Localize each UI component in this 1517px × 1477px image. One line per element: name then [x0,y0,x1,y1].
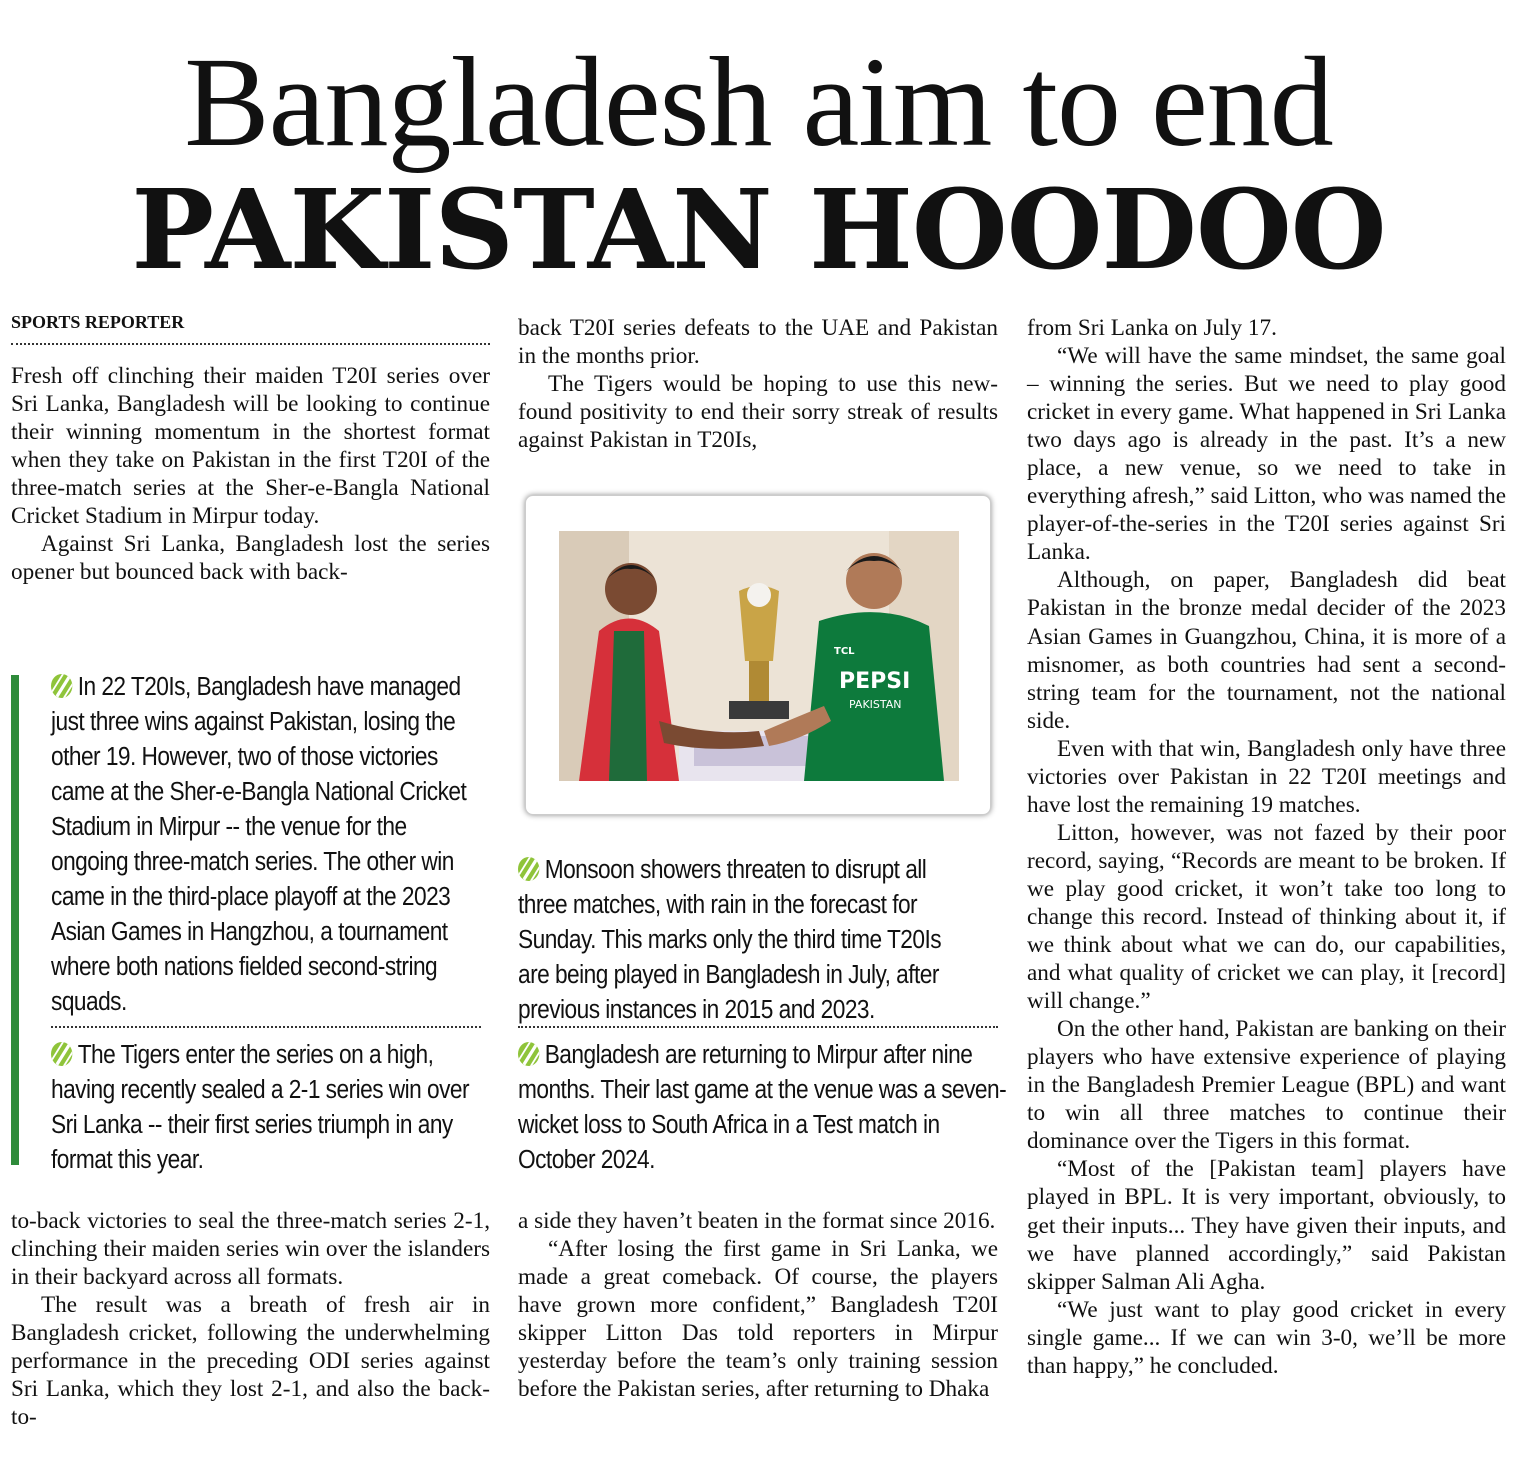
photo-illustration [559,531,959,781]
article-paragraph: a side they haven’t beaten in the format since 2016. [518,1208,996,1234]
article-paragraph: “We will have the same mindset, the same goal – winning the series. But we need to play good cricket in every game. What happened in Sri Lanka two days ago is already in the past. It’s a new place, a new venue, so we need to take in everything afresh,” said Litton, who was named the player-of-the-series in the T20I series against Sri Lanka. [1027,343,1506,566]
column-1-top [11,362,490,586]
fact-item [518,1038,1016,1178]
fact-item [518,853,959,1028]
article-paragraph: Even with that win, Bangladesh only have three victories over Pakistan in 22 T20I meetings and have lost the remaining 19 matches. [1027,735,1506,818]
jersey-sponsor: PEPSI [839,669,911,694]
fact-item [51,670,469,1020]
cricket-ball-icon [518,1042,539,1066]
article-paragraph: “After losing the first game in Sri Lanka, we made a great comeback. Of course, the players have grown more confident,” Bangladesh T20I skipper Litton Das told reporters in Mirpur yesterday before the team’s only training session before the Pakistan series, after returning to Dhaka [518,1236,998,1403]
article-paragraph: On the other hand, Pakistan are banking on their players who have extensive experience of playing in the Bangladesh Premier League (BPL) and want to win all three matches to continue their dominance over the Tigers in this format. [1027,1016,1506,1155]
factbox-divider [51,1026,481,1028]
fact-text: Bangladesh are returning to Mirpur after nine months. Their last game at the venue was a seven-wicket loss to South Africa in a Test match in October 2024. [518,1041,1007,1174]
jersey-partner: TCL [834,646,855,657]
article-paragraph: back T20I series defeats to the UAE and Pakistan in the months prior. [518,315,998,370]
fact-text: Monsoon showers threaten to disrupt all three matches, with rain in the forecast for Sunday. This marks only the third time T20Is are being played in Bangladesh in July, after previous instances in 2015 and 2023. [518,856,942,1024]
byline-divider [11,343,490,345]
headline-line-1: Bangladesh aim to end [184,31,1333,173]
column-2-top [518,314,998,454]
column-3 [1027,314,1506,1380]
cricket-ball-icon [51,674,72,698]
factbox-divider [518,1026,998,1028]
article-paragraph: The result was a breath of fresh air in Bangladesh cricket, following the underwhelming performance in the preceding ODI series against Sri Lanka, which they lost 2-1, and also the back-to- [11,1292,490,1431]
fact-text: The Tigers enter the series on a high, having recently sealed a 2-1 series win over Sri Lanka -- their first series triumph in any format this year. [51,1041,470,1174]
byline: SPORTS REPORTER [11,312,185,332]
article-paragraph: “Most of the [Pakistan team] players have played in BPL. It is very important, obviously, to get their inputs... They have given their inputs, and we have planned accordingly,” said Pakistan skipper Salman Ali Agha. [1027,1156,1506,1295]
article-paragraph: Litton, however, was not fazed by their poor record, saying, “Records are meant to be broken. If we play good cricket, it won’t take too long to change this record. Instead of thinking about it, if we think about what we can do, our capabilities, and what quality of cricket we can play, it [record] will change.” [1027,819,1506,1015]
cricket-ball-icon [518,857,539,881]
column-1-bottom [11,1207,490,1431]
fact-item [51,1038,469,1178]
article-paragraph: from Sri Lanka on July 17. [1027,315,1277,341]
article-paragraph: to-back victories to seal the three-match series 2-1, clinching their maiden series win over the islanders in their backyard across all formats. [11,1208,490,1291]
article-paragraph: Against Sri Lanka, Bangladesh lost the series opener but bounced back with back- [11,531,490,586]
captains-trophy-photo [559,531,959,781]
article-paragraph: Although, on paper, Bangladesh did beat Pakistan in the bronze medal decider of the 2023 Asian Games in Guangzhou, China, it is more of a misnomer, as both countries had sent a second-string team for the tournament, not the national side. [1027,567,1506,734]
article-paragraph: Fresh off clinching their maiden T20I series over Sri Lanka, Bangladesh will be looking to continue their winning momentum in the shortest format when they take on Pakistan in the first T20I of the three-match series at the Sher-e-Bangla National Cricket Stadium in Mirpur today. [11,363,490,530]
headline-line-2: PAKISTAN HOODOO [131,165,1386,294]
photo-frame [525,495,991,815]
jersey-country: PAKISTAN [849,698,902,711]
article-paragraph: The Tigers would be hoping to use this new-found positivity to end their sorry streak of results against Pakistan in T20Is, [518,371,998,454]
cricket-ball-icon [51,1042,72,1066]
factbox-accent-bar [11,675,19,1165]
column-2-bottom [518,1207,998,1403]
fact-text: In 22 T20Is, Bangladesh have managed just three wins against Pakistan, losing the other 19. However, two of those victories came at the Sher-e-Bangla National Cricket Stadium in Mirpur -- the venue for the ongoing three-match series. The other win came in the third-place playoff at the 2023 Asian Games in Hangzhou, a tournament where both nations fielded second-string squads. [51,673,467,1016]
article-paragraph: “We just want to play good cricket in every single game... If we can win 3-0, we’ll be more than happy,” he concluded. [1027,1296,1506,1379]
